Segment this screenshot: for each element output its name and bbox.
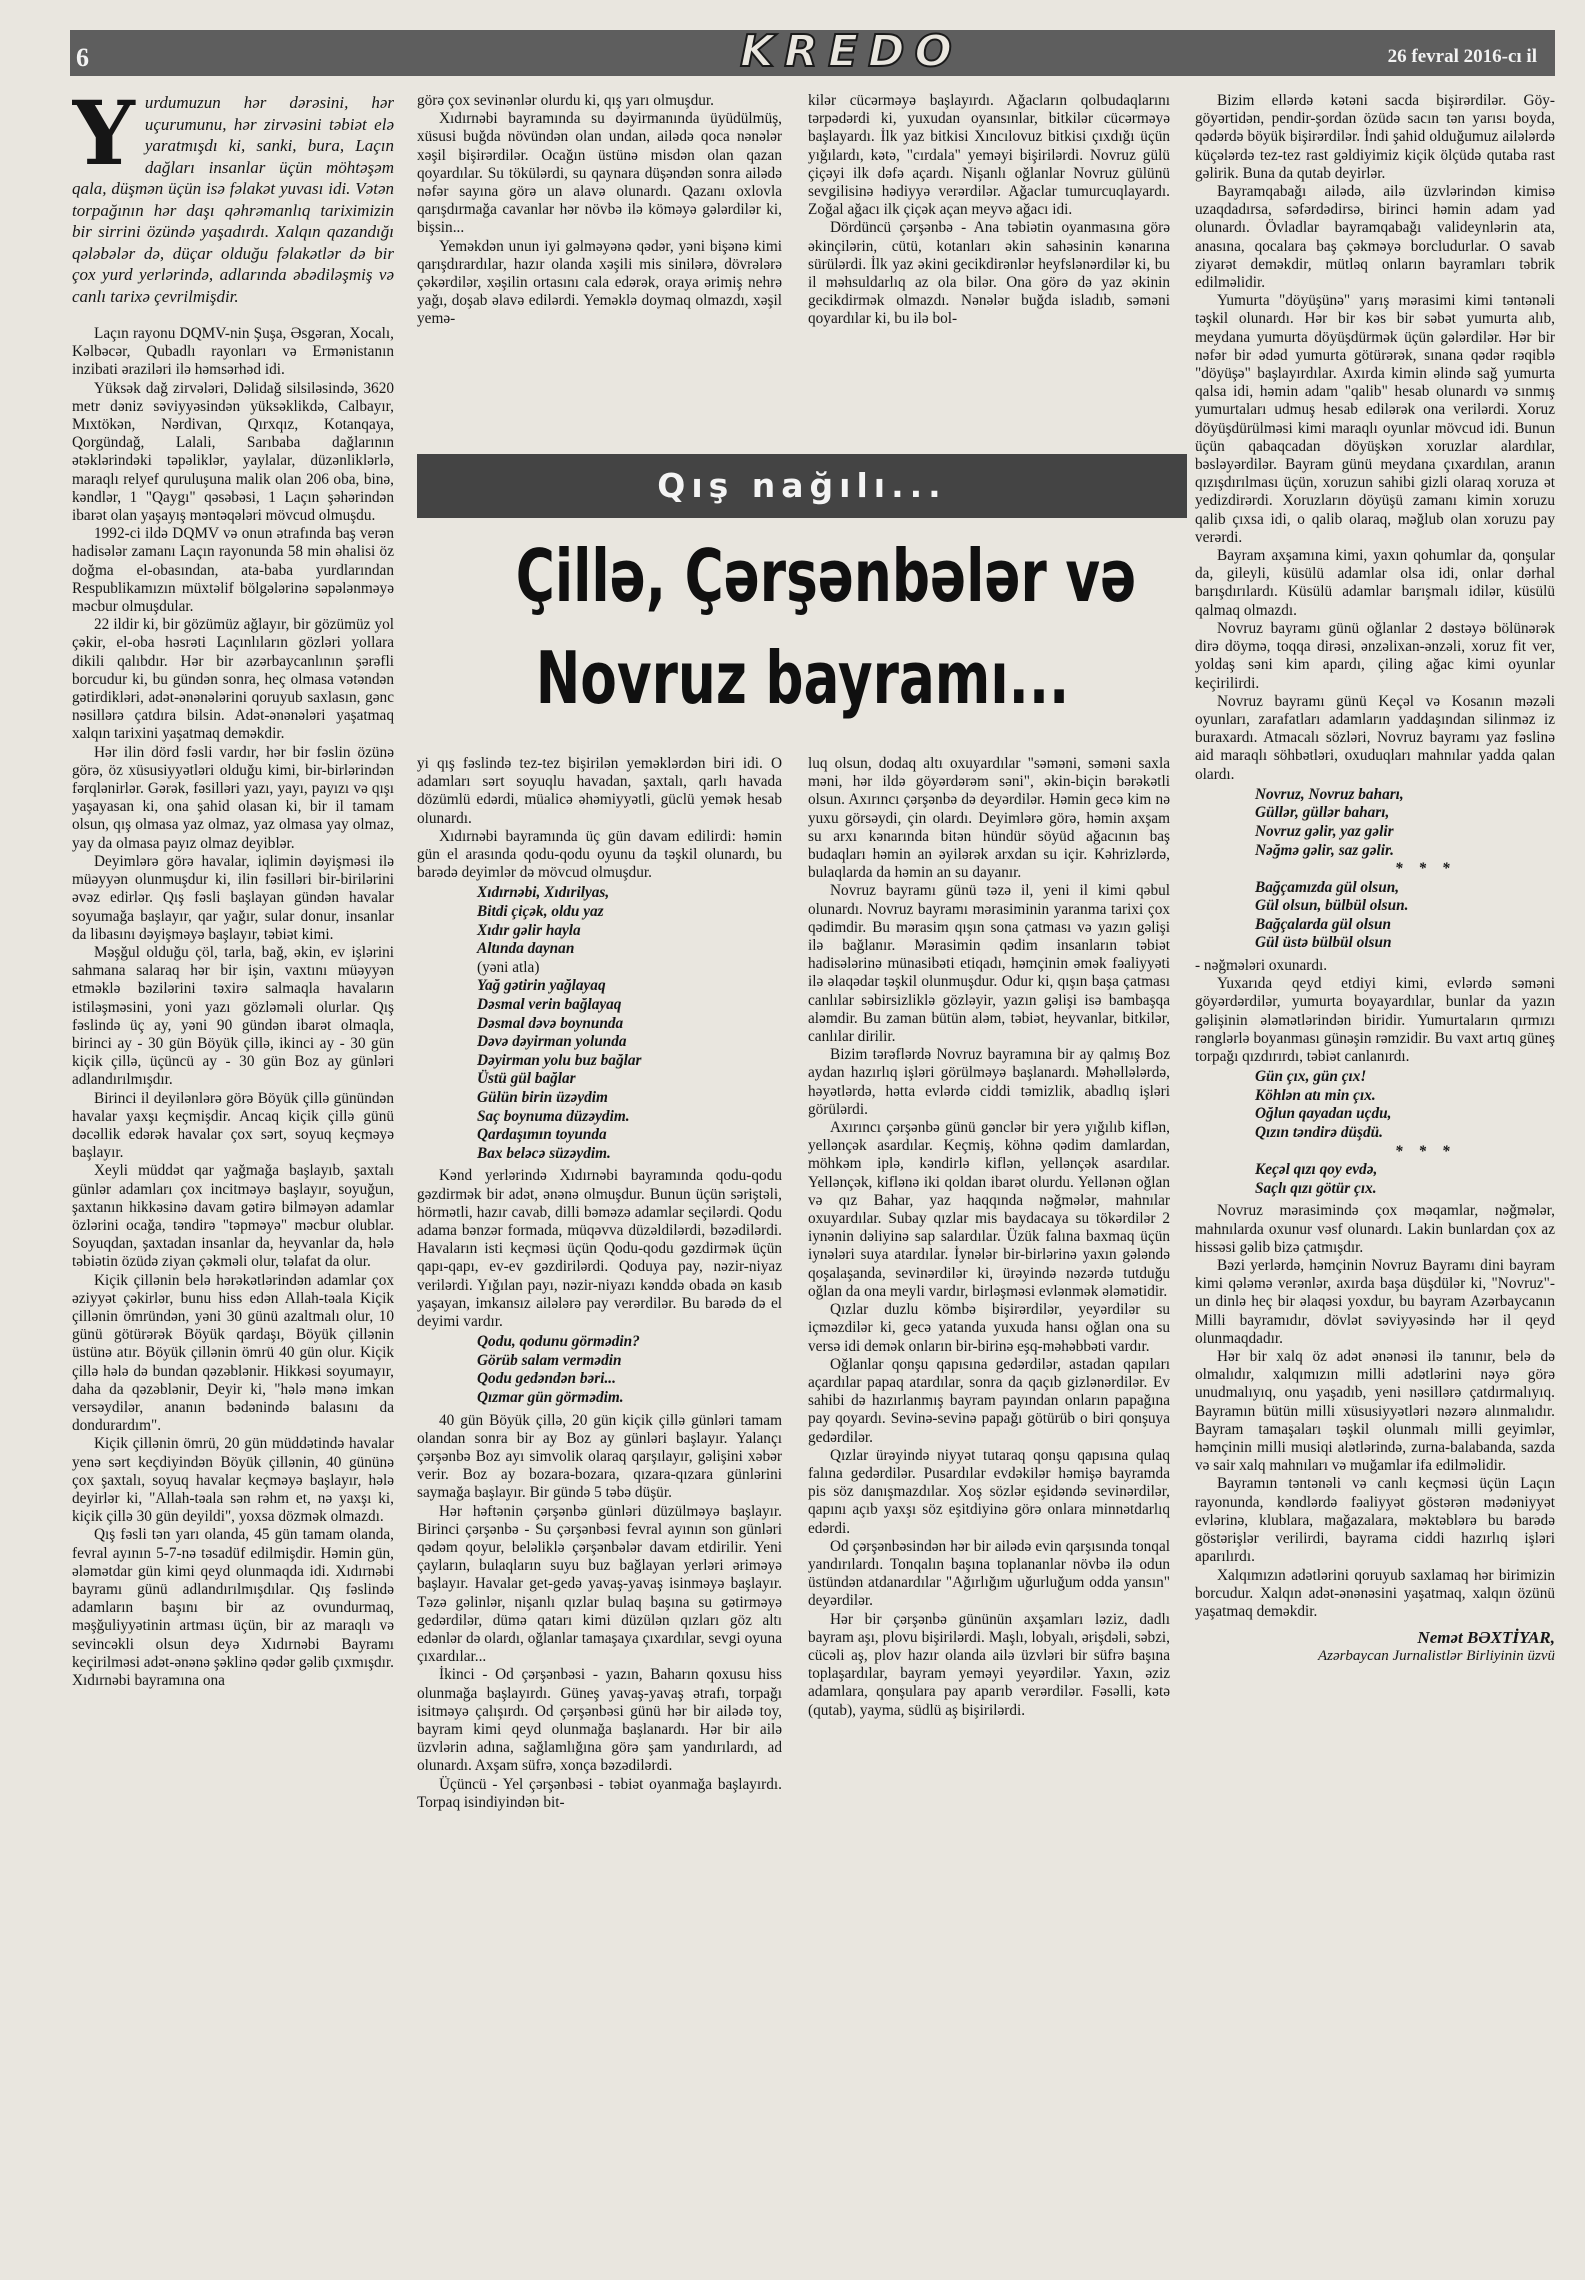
- paragraph: Xeyli müddət qar yağmağa başlayıb, şaxtalı günlər adamları çox incitməyə başlayır, soyuğun, şaxtanın hikkəsinə davam gətirə bilməyən adamlar özlərini ocağa, təndirə "təpməyə" məcbur olublar. Soyuqdan, şaxtadan insanlar da, heyvanlar da, hələ təbiətin özüdə ziyan çəkməli olur, təlafat da olur.: [72, 1162, 394, 1271]
- article-column-2-top: [417, 92, 782, 437]
- poem-line: Altında daynan: [477, 940, 575, 958]
- author-name: Nemət BƏXTİYAR,: [1417, 1628, 1555, 1648]
- newspaper-logo: KREDO: [740, 26, 962, 77]
- article-column-4: [1195, 92, 1555, 2267]
- paragraph: Bayramqabağı ailədə, ailə üzvlərindən kimisə uzaqdadırsa, səfərdədirsə, birinci həmin adam yad olunardı. Övladlar bayramqabağı valideynlərin ata, anasına, qocalara baş çəkməyə borcludurlar. O savab ziyarət deməkdir, mütləq onların bayramları təbrik edilməlidir.: [1195, 183, 1555, 292]
- paragraph: Oğlanlar qonşu qapısına gedərdilər, astadan qapıları açardılar papaq atardılar, sonra da qaçıb gizlənərdilər. Ev sahibi də hazırlanmış bayram payından onların papağına pay qoyardı. Sevinə-sevinə papağı götürüb o biri qonşuya gedərdilər.: [808, 1355, 1170, 1446]
- article-lead: [72, 92, 394, 307]
- poem-line: Dəsmal verin bağlayaq: [477, 995, 622, 1013]
- paragraph: kilər cücərməyə başlayırdı. Ağacların qolbudaqlarını tərpədərdi ki, yuxudan oyansınlar, bitkilər cücərməyə başlayardı. İlk yaz bitkisi Xıncılovuz bitkisi çıxdığı üçün yığılardı, kətə, "cırdala" yeməyi bişirilərdi. Novruz gülü çiçəyi ilk dəfə açardı. Nişanlı oğlanlar Novruz gülünü sevgilisinə hədiyyə verərdilər. Ağaclar tumurcuqlayardı. Zoğal ağacı ilk çiçək açan meyvə ağacı idi.: [808, 92, 1170, 219]
- paragraph: Bəzi yerlərdə, həmçinin Novruz Bayramı dini bayram kimi qələmə verənlər, axırda başa düşdülər ki, "Novruz"-un dinlə heç bir əlaqəsi yoxdur, bu bayram Azərbaycanın Milli bayramıdır, dövlət səviyyəsində hər il qeyd olunmaqdadır.: [1195, 1257, 1555, 1347]
- article-rubric: Qış nağılı...: [417, 454, 1187, 518]
- separator-stars: * * *: [1395, 860, 1456, 878]
- poem-novruz: [1255, 786, 1555, 953]
- page-header: [70, 26, 1555, 77]
- poem-line: Keçəl qızı qoy evdə,: [1255, 1161, 1378, 1179]
- paragraph: Yeməkdən unun iyi gəlməyənə qədər, yəni bişənə kimi qarışdırardılar, hazır olanda xəşili mis sinilərə, dövrələrə çəkərdilər, xəşilin ortasını cala edərək, oraya ərimiş nehrə yağı, doşab əlavə edilərdi. Yeməklə doymaq olmazdı, xəşil yemə-: [417, 237, 782, 328]
- paragraph: 1992-ci ildə DQMV və onun ətrafında baş verən hadisələr zamanı Laçın rayonunda 58 min əhalisi öz doğma el-obasından, ata-baba yurdlarından Respublikamızın müxtəlif bölgələrinə səpələnməyə məcbur olmuşdular.: [72, 525, 394, 616]
- poem-line: Qodu, qodunu görmədin?: [477, 1333, 640, 1351]
- issue-date: 26 fevral 2016-cı il: [1387, 46, 1537, 67]
- lead-text: urdumuzun hər dərəsini, hər uçurumunu, hər zirvəsini təbiət elə yaratmışdı ki, sanki, bura, Laçın dağları insanlar üçün möhtəşəm qala, düşmən üçün isə fəlakət yuvası idi. Vətən torpağının hər daşı qəhrəmanlıq tariximizin bir sirrini özündə yaşadırdı. Xalqın qazandığı qələbələr də, düçar olduğu fəlakətlər də bir çox yurd yerlərində, adlarında əbədiləşmiş və canlı tarixə çevrilmişdir.: [72, 93, 394, 306]
- paragraph: Birinci il deyilənlərə görə Böyük çillə günündən havalar yaxşı keçmişdir. Ancaq kiçik çillə günü dəcəllik edərək havalar çox sərt, soyuq keçməyə başlayır.: [72, 1089, 394, 1162]
- poem-line: Dəsmal dəvə boynunda: [477, 1014, 624, 1032]
- poem-line: Xıdır gəlir hayla: [477, 921, 581, 939]
- poem-line: Qızmar gün görmədim.: [477, 1388, 624, 1406]
- paragraph: Bizim tərəflərdə Novruz bayramına bir ay qalmış Boz aydan hazırlıq işləri görülməyə başlanardı. Məhəllələrdə, həyətlərdə, hətta evlərdə ciddi təmizlik, abadlıq işləri görülərdi.: [808, 1046, 1170, 1118]
- lead-dropcap: Y: [72, 92, 135, 185]
- paragraph: 22 ildir ki, bir gözümüz ağlayır, bir gözümüz yol çəkir, el-oba həsrəti Laçınlıların gözləri yollara dikili qalıbdır. Hər bir azərbaycanlının şərəfli borcudur ki, bu gündən sonra, heç olmasa vətəndən gətirdikləri, adət-ənənələrini qoruyub saxlasın, gənc nəsillərə çatdıra bilsin. Adət-ənənələri yaşatmaq xalqın tarixini yaşatmaq deməkdir.: [72, 616, 394, 743]
- paragraph: Od çərşənbəsindən hər bir ailədə evin qarşısında tonqal yandırılardı. Tonqalın başına toplananlar növbə ilə odun üstündən atdanardılar "Ağırlığım uğurluğum odda yansın" deyərdilər.: [808, 1537, 1170, 1610]
- author-role: Azərbaycan Jurnalistlər Birliyinin üzvü: [1317, 1648, 1555, 1665]
- poem-line: Yağ gətirin yağlayaq: [477, 977, 606, 995]
- article-column-1: [72, 92, 394, 2267]
- paragraph: Xalqımızın adətlərini qoruyub saxlamaq hər birimizin borcudur. Xalqın adət-ənənəsini yaşatmaq, xalqın özünü yaşatmaq deməkdir.: [1195, 1566, 1555, 1620]
- paragraph: yi qış fəslində tez-tez bişirilən yeməklərdən biri idi. O adamları sərt soyuqlu havadan, şaxtalı, qarlı havada dözümlü edərdi, müalicə əhəmiyyətli, güclü yemək hesab olunardı.: [417, 755, 782, 827]
- paragraph: Laçın rayonu DQMV-nin Şuşa, Əsgəran, Xocalı, Kəlbəcər, Qubadlı rayonları və Ermənistanın inzibati əraziləri ilə həmsərhəd idi.: [72, 325, 394, 379]
- paragraph: Bayram axşamına kimi, yaxın qohumlar da, qonşular da, gileyli, küsülü adamlar olsa idi, onlar dərhal barışdırılardı. Küsülü adamlar barışmalı idilər, küsülü qalmaq olmazdı.: [1195, 547, 1555, 619]
- paragraph: Deyimlərə görə havalar, iqlimin dəyişməsi ilə müəyyən olunmuşdur ki, ilin fəsilləri bir-birilərini əvəz edirlər. Qış fəsli başlayan gündən havalar soyumağa başlayır, qar yağır, sular donur, insanlar da libasını dəyişməyə başlayır, təbiət kimi.: [72, 852, 394, 943]
- paragraph: İkinci - Od çərşənbəsi - yazın, Baharın qoxusu hiss olunmağa başlayırdı. Güneş yavaş-yavaş ətrafı, torpağı isitməyə çalışırdı. Od çərşənbəsi günü hər bir ailədə toy, bayram kimi qeyd olunmağa başlanardı. Hər bir ailə üzvlərin adına, sağlamlığına görə şam yandırılardı, ad olunardı. Axşam süfrə, xonça bəzədilərdi.: [417, 1666, 782, 1775]
- paragraph: Qızlar duzlu kömbə bişirərdilər, yeyərdilər su içməzdilər ki, gecə yatanda yuxuda hansı oğlan ona su versə idi demək onların bir-birinə eşq-məhəbbəti vardır.: [808, 1301, 1170, 1355]
- poem-line: Gül üstə bülbül olsun: [1255, 934, 1392, 952]
- page-number: 6: [76, 43, 89, 72]
- poem-line: (yəni atla): [477, 958, 540, 976]
- title-line-2: Novruz bayramı...: [535, 636, 1070, 720]
- article-title: [515, 525, 1137, 740]
- paragraph: Novruz mərasimində çox məqamlar, nəğmələr, mahnılarda oxunur vəsf olunardı. Lakin bunlardan çox az hissəsi gəlib bizə çatmışdır.: [1195, 1202, 1555, 1256]
- poem-line: Qardaşımın toyunda: [477, 1126, 607, 1144]
- paragraph: Hər bir xalq öz adət ənənəsi ilə tanınır, belə də olmalıdır, xalqımızın milli adətlərini nəyə görə unudmalıyıq, onu yaşadıb, yeni nəsillərə çatdırmalıyıq. Bayramın bütün milli xüsusiyyətləri nəzərə alınmalıdır. Bayram tamaşaları təşkil olunmalı milli geyimlər, həmçinin milli musiqi alətlərində, zurna-balabanda, sazda və sair xalq mahnıları və muğamlar ifa edilməlidir.: [1195, 1348, 1555, 1475]
- poem-gun: [1255, 1068, 1555, 1198]
- poem-xidirnebi: [477, 884, 782, 1163]
- poem-line: Novruz, Novruz baharı,: [1255, 785, 1404, 803]
- paragraph: Novruz bayramı günü oğlanlar 2 dəstəyə bölünərək dirə döymə, toqqa dirəsi, ənzəlixan-ənzəli, xoruz fit ver, yoldaş səni kim apardı, çiling ağac kimi oyunlar keçirilirdi.: [1195, 619, 1555, 692]
- poem-line: Qodu gedəndən bəri...: [477, 1370, 616, 1388]
- paragraph: Yumurta "döyüşünə" yarış mərasimi kimi təntənəli təşkil olunardı. Hər bir kəs bir səbət yumurta alıb, meydana yumurta döyüşdürmək üçün gələrdilər. Hər bir nəfər bir ədəd yumurta götürərək, sınana qədər rəqiblə "döyüşə" başlayırdılar. Axırda kimin əlində sağ yumurta qalsa idi, həmin adam "qalib" hesab olunardı və sınmış yumurtaları udmuş hesab edilərək ona verilərdi. Xoruz döyüşdürülməsi kimi maraqlı oyunlar mövcud idi. Bunun üçün qabaqcadan döyüşkən xoruzlar alardılar, bəsləyərdilər. Bayram günü meydana çıxardılan, aranın qızışdırılması üçün, xoruzun sahibi gizli olaraq xoruza ət yedizdirərdi. Xoruzların döyüşü zamanı kimin xoruzu qalib çıxsa idi, o qalib olaraq, məğlub olan xoruzu pay verərdi.: [1195, 292, 1555, 546]
- poem-line: Gül olsun, bülbül olsun.: [1255, 897, 1409, 915]
- poem-line: Üstü gül bağlar: [477, 1070, 576, 1088]
- poem-line: Qızın təndirə düşdü.: [1255, 1124, 1383, 1142]
- poem-line: Dəyirman yolu buz bağlar: [477, 1051, 642, 1069]
- poem-line: Güllər, güllər baharı,: [1255, 804, 1390, 822]
- poem-qodu: [477, 1333, 782, 1407]
- poem-line: Novruz gəlir, yaz gəlir: [1255, 822, 1394, 840]
- paragraph: Kənd yerlərində Xıdırnəbi bayramında qodu-qodu gəzdirmək bir adət, ənənə olmuşdur. Bunun üçün səriştəli, hörmətli, hazır cavab, dilli bəməzə adamlar seçilərdi. Qodu adama bənzər formada, müqəvva düzəldilərdi, bəzədilərdi. Havaların isti keçməsi üçün Qodu-qodu gəzdirmək üçün qapı-qapı, ev-ev gəzdirilərdi. Qoduya pay, nəzir-niyaz verilərdi. Yığılan payı, nəzir-niyazı kənddə obada ən kasıb yaşayan, imkansız ailələrə pay verərdilər. Bu barədə də el deyimi vardır.: [417, 1167, 782, 1330]
- poem-line: Bağçamızda gül olsun,: [1255, 878, 1400, 896]
- article-column-3-bottom: [808, 755, 1170, 2267]
- paragraph: Qış fəsli tən yarı olanda, 45 gün tamam olanda, fevral ayının 5-7-nə təsadüf edilmişdir. Həmin gün, ələmətdar gün kimi qeyd olunmaqda idi. Xıdırnəbi bayramı günü adlandırılmışdılar. Qış fəslində adamların başını bir az ovundurmaq, məşğuliyyətinin artması üçün, bir az maraqlı və sevincəkli olsun deyə Xıdırnəbi Bayramı keçirilməsi adət-ənənə şəklinə qədər gəlib çıxmışdır. Xıdırnəbi bayramına ona: [72, 1526, 394, 1690]
- paragraph: 40 gün Böyük çillə, 20 gün kiçik çillə günləri tamam olandan sonra bir ay Boz ay günləri başlayır. Yalançı çərşənbə Boz ayı simvolik olaraq qarşılayır, gəlişini xəbər verir. Boz ay bozara-bozara, qızara-qızara günlərini saymağa başlayır. Bir gündə 5 təbə düşür.: [417, 1411, 782, 1502]
- paragraph: Hər ilin dörd fəsli vardır, hər bir fəslin özünə görə, öz xüsusiyyətləri olduğu kimi, bir-birlərindən fərqlənirlər. Gərək, fəsilləri yazı, yayı, payızı və qışı yaşayasan ki, ona şahid olasan ki, bir il tamam olsun, qış olmasa yaz olmaz, yaz olmasa yay olmaz, yay da olmasa payız olmaz deyiblər.: [72, 743, 394, 852]
- paragraph: Axırıncı çərşənbə günü gənclər bir yerə yığılıb kiflən, yellənçək asardılar. Keçmiş, köhnə qədim damlardan, möhkəm iplə, kəndirlə kiflən, yellənçək asardılar. Yellənçək, kiflənə iki qoldan ibarət olurdu. Yellənən oğlan və qız Bahar, yaz haqqında nəğmələr, mahnılar oxuyardılar. Subay qızlar mis baydacaya su tökərdilər 2 iynənin dəliyinə sap salardılar. Üzük falına baxmaq üçün iynələri suya atardılar. İynələr bir-birlərinə yaxın gələndə qoşalaşanda, sevinərdilər ki, ürəyində nəzərdə tutduğu oğlan da ona meyli vardır, birləşməsi evlənmək ələmətidir.: [808, 1119, 1170, 1300]
- paragraph: Bayramın təntənəli və canlı keçməsi üçün Laçın rayonunda, kəndlərdə fəaliyyət göstərən mədəniyyət evlərinə, klublara, mağazalara, məktəblərə bu barədə göstərişlər verilirdi, bayrama ciddi hazırlıq işləri aparılırdı.: [1195, 1475, 1555, 1566]
- poem-line: Bax beləcə süzəydim.: [477, 1144, 611, 1162]
- poem-line: Saç boynuma düzəydim.: [477, 1107, 630, 1125]
- paragraph: Hər həftənin çərşənbə günləri düzülməyə başlayır. Birinci çərşənbə - Su çərşənbəsi fevral ayının son günləri qədəm qoyur, beləliklə çərşənbələr davam etdirilir. Yeni çayların, bulaqların suyu buz bağlayan yerləri əriməyə başlayır. Havalar get-gedə yavaş-yavaş isinməyə başlayır. Təzə gəlinlər, nişanlı qızlar bulaq başına su gətirməyə gedərdilər, dümə qatarı kimi düzülən qızları göz altı edənlər də olardı, oğlanlar tamaşaya çıxardılar, sevgi oyuna çıxardılar...: [417, 1502, 782, 1666]
- paragraph: Kiçik çillənin belə hərəkətlərindən adamlar çox əziyyət çəkirlər, bunu hiss edən Allah-təala Kiçik çillənin ömründən, yəni 30 günü azaltmalı olur, 10 günü götürərək Böyük qardaşı, Böyük çillənin üstünə atır. Böyük çillənin ömrü 40 gün olur. Kiçik çillə hələ də bundan qəzəblənir. Hikkəsi soyumayır, daha da qəzəblənir, Deyir ki, "hələ mənə imkan versəydilər, ananın bədənində balasını da dondurardım".: [72, 1271, 394, 1435]
- paragraph: Dördüncü çərşənbə - Ana təbiətin oyanmasına görə əkinçilərin, cütü, kotanları əkin sahəsinin kənarına sürülərdi. İlk yaz əkini gecikdirənlər heyfslənərdilər ki, bu il məhsuldarlıq az ola bilər. Ona görə də yaz əkinin gecikdirmək olmazdı. Nənələr buğda isladıb, səməni qoyardılar ki, bu ilə bol-: [808, 219, 1170, 328]
- separator-stars: * * *: [1395, 1142, 1456, 1160]
- poem-line: Görüb salam vermədin: [477, 1351, 622, 1369]
- paragraph: Məşğul olduğu çöl, tarla, bağ, əkin, ev işlərini sahmana salaraq hər bir işin, vaxtını müəyyən etməklə bəzilərini təxirə salmaqla havaların istiləşməsini, yoni yazı gözləməli olurlar. Qış fəslində üç ay, yəni 90 gündən ibarət olmaqla, birinci ay - 30 gün Böyük çillə, ikinci ay - 30 gün kiçik çillə, üçüncü ay - 30 gün Boz ay günləri adlandırılmışdır.: [72, 943, 394, 1089]
- paragraph: Novruz bayramı günü Keçəl və Kosanın məzəli oyunları, zarafatları adamların yaddaşından silinməz iz buraxardı. Atmacalı sözləri, Novruz bayramı yaz fəslinə aid maraqlı söhbətləri, oxuduqları mahnılar yadda qalan olardı.: [1195, 692, 1555, 783]
- poem-line: Bağçalarda gül olsun: [1255, 915, 1392, 933]
- title-line-1: Çillə, Çərşənbələr və: [515, 534, 1137, 618]
- column-1-body: [72, 325, 394, 1690]
- poem-line: Gülün birin üzəydim: [477, 1088, 608, 1106]
- paragraph: Hər bir çərşənbə gününün axşamları ləziz, dadlı bayram aşı, plovu bişirilərdi. Maşlı, lobyalı, ərişdəli, səbzi, cücəli aş, plov hazır olanda ailə üzvləri bir süfrə başına toplaşardılar, bayram yeməyi yeyərdilər. Yaxın, əziz adamlara, qonşulara pay aparıb verərdilər. Fəsəlli, kətə (qutab), yayma, südlü aş bişirilərdi.: [808, 1610, 1170, 1719]
- poem-line: Gün çıx, gün çıx!: [1255, 1068, 1367, 1086]
- paragraph: Üçüncü - Yel çərşənbəsi - təbiət oyanmağa başlayırdı. Torpaq isindiyindən bit-: [417, 1775, 782, 1811]
- article-column-2-bottom: [417, 755, 782, 2267]
- paragraph: luq olsun, dodaq altı oxuyardılar "səməni, səməni saxla məni, hər ildə göyərdərəm səni", əkin-biçin bərəkətli olsun. Axırıncı çərşənbə də deyərdilər. Həmin gecə kim nə yuxu görsəydi, çin olardı. Deyimlərə görə, həmin axşam su arxı kənarında bitən hündür söyüd ağacının baş budaqları həmin an əyilərək arxdan su içir. Kəhrizlərdə, bulaqlarda da həmin an su dayanır.: [808, 755, 1170, 882]
- paragraph: Bizim ellərdə kətəni sacda bişirərdilər. Göy-göyərtidən, pendir-şordan özüdə sacın tən yarısı boyda, qədərdə böyük bişirərdilər. İndi şahid olduğumuz ailələrdə küçələrdə tez-tez rast gəldiyimiz kiçik ölçüdə qutaba rast gəlirik. Buna da qutab deyirlər.: [1195, 92, 1555, 182]
- paragraph: Yuxarıda qeyd etdiyi kimi, evlərdə səməni göyərdərdilər, yumurta boyayardılar, bunlar da yazın gəlişinin ələmətlərindən biridir. Yumurtaların qırmızı rənglərlə boyanması günəşin rəmzidir. Bu vaxt artıq güneş torpağı qızdırırdı, təbiət canlanırdı.: [1195, 975, 1555, 1066]
- poem-line: Bitdi çiçək, oldu yaz: [477, 903, 604, 921]
- article-column-3-top: [808, 92, 1170, 437]
- poem-line: Saçlı qızı götür çıx.: [1255, 1179, 1377, 1197]
- poem-line: Oğlun qayadan uçdu,: [1255, 1105, 1392, 1123]
- poem-line: Xıdırnəbi, Xıdırilyas,: [477, 884, 610, 902]
- paragraph: Xıdırnəbi bayramında üç gün davam edilirdi: həmin gün el arasında qodu-qodu oyunu da təşkil olunardı, bu barədə deyimlər də mövcud olmuşdur.: [417, 827, 782, 882]
- poem-line: Köhlən atı min çıx.: [1255, 1086, 1376, 1104]
- paragraph: görə çox sevinənlər olurdu ki, qış yarı olmuşdur.: [417, 92, 714, 109]
- poem-line: Dəvə dəyirman yolunda: [477, 1033, 627, 1051]
- paragraph: Qızlar ürəyində niyyət tutaraq qonşu qapısına qulaq falına gedərdilər. Pusardılar evdəkilər həmişə bayramda pis söz danışmazdılar. Xoş sözlər eşidəndə sevinərdilər, qapını açıb yaxşı söz eşitdiyinə görə onlara minnətdarlıq edərdi.: [808, 1446, 1170, 1537]
- paragraph: Yüksək dağ zirvələri, Dəlidağ silsiləsində, 3620 metr dəniz səviyyəsindən yüksəklikdə, Calbayır, Mıxtökən, Nərdivan, Qırxqız, Kotanqaya, Qorgündağ, Lalali, Sarıbaba dağlarının ətəklərindəki təpəliklər, yaylalar, düzənliklərlə, maraqlı relyef quruluşuna malik olan 206 oba, binə, kəndlər, 1 "Qaygı" qəsəbəsi, 1 Laçın şəhərindən ibarət olan yaşayış məntəqələri mövcud olmuşdu.: [72, 379, 394, 525]
- paragraph: Novruz bayramı günü təzə il, yeni il kimi qəbul olunardı. Novruz bayramı mərasiminin yaranma tarixi çox qədimdir. Bu mərasim qışın sona çatması və yazın gəlişi ilə bağlanır. Mərasimin qədim insanların təbiət hadisələrinə münasibəti etiqadı, həmçinin əmək fəaliyyəti ilə əlaqədar təşkil olunmuşdur. Odur ki, qışın başa çatması canlılar səbirsizliklə gözləyir, yazın gəlişi isə bambaşqa aləmdir. Bu zaman bütün aləm, təbiət, heyvanlar, bitkilər, canlılar dirilir.: [808, 882, 1170, 1046]
- poem-line: Nəğmə gəlir, saz gəlir.: [1255, 841, 1394, 859]
- paragraph: Kiçik çillənin ömrü, 20 gün müddətində havalar yenə sərt keçdiyindən Böyük çillənin, 40 gününə çox şaxtalı, soyuq havalar keçməyə başlayır, hələ deyirlər ki, "Allah-təala sən rəhm et, nə yaxşı ki, kiçik çillə 30 gün deyildi", yoxsa dözmək olmazdı.: [72, 1435, 394, 1526]
- poem-tail: - nəğmələri oxunardı.: [1195, 957, 1328, 975]
- paragraph: Xıdırnəbi bayramında su dəyirmanında üyüdülmüş, xüsusi buğda növündən olan undan, ailədə qoca nənələr xəşil bişirərdilər. Ocağın üstünə misdən olan qazan qoyardılar. Su tökülərdi, su qaynara düşəndən sonra ailədə nəfər sayına görə un alavə olunardı. Qazanı oxlovla qarışdırmağa cavanlar hər növbə ilə köməyə gələrdilər ki, bişsin...: [417, 110, 782, 237]
